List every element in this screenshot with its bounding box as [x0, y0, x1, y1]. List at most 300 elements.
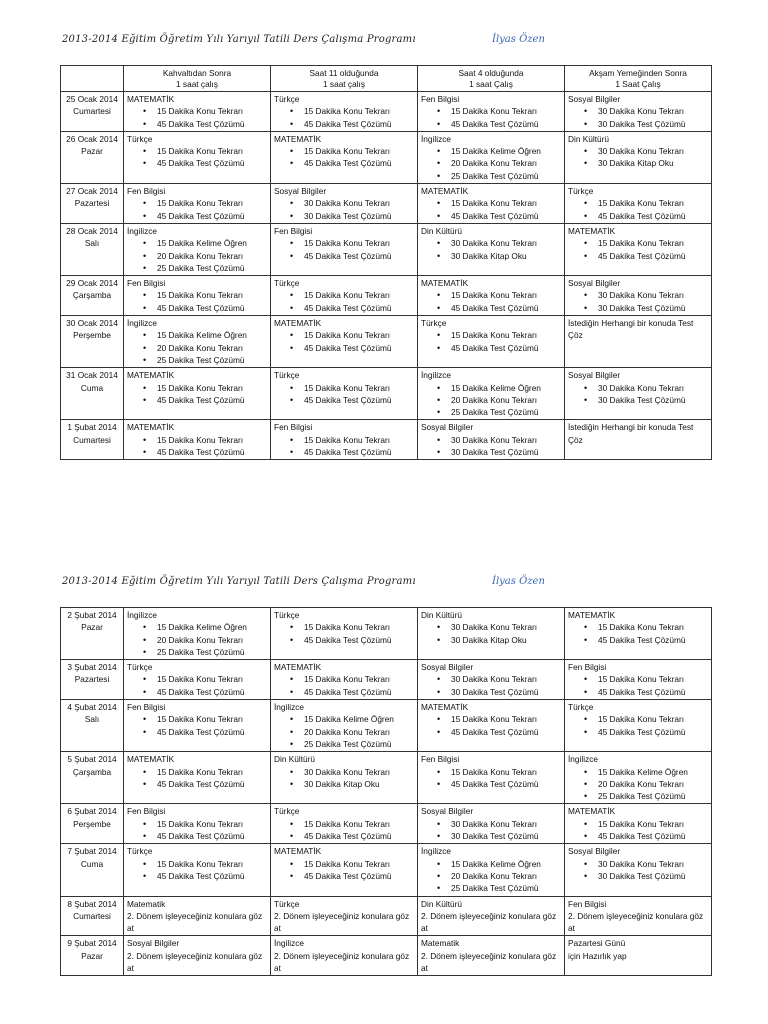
task-item: • 15 Dakika Konu Tekrarı [421, 766, 561, 778]
schedule-cell [565, 936, 712, 976]
note-text: için Hazırlık yap [568, 950, 627, 961]
task-list [568, 237, 708, 262]
task-item: • 30 Dakika Konu Tekrarı [568, 382, 708, 394]
task-item: • 15 Dakika Konu Tekrarı [274, 621, 414, 633]
schedule-cell [271, 223, 418, 275]
task-item: • 45 Dakika Test Çözümü [127, 778, 267, 790]
task-item: • 15 Dakika Konu Tekrarı [127, 713, 267, 725]
table-row [61, 92, 712, 132]
author-name: İlyas Özen [492, 576, 545, 587]
task-list [421, 766, 561, 791]
page-header-2 [62, 576, 712, 592]
task-item: • 30 Dakika Konu Tekrarı [421, 237, 561, 249]
task-list [127, 434, 267, 459]
table-row [61, 316, 712, 368]
task-item: • 45 Dakika Test Çözümü [127, 446, 267, 458]
task-item: • 15 Dakika Kelime Öğren [127, 621, 267, 633]
task-item: • 30 Dakika Konu Tekrarı [568, 105, 708, 117]
task-list [274, 858, 414, 883]
subject-label: Sosyal Bilgiler [568, 278, 621, 289]
task-item: • 20 Dakika Konu Tekrarı [127, 250, 267, 262]
day-cell: 2 Şubat 2014 Pazar [61, 608, 124, 660]
table-row [61, 700, 712, 752]
task-list [421, 289, 561, 314]
task-list [127, 766, 267, 791]
subject-label: Fen Bilgisi [127, 806, 166, 817]
task-item: • 15 Dakika Konu Tekrarı [421, 329, 561, 341]
subject-label: Sosyal Bilgiler [421, 422, 474, 433]
task-item: • 45 Dakika Test Çözümü [127, 686, 267, 698]
task-item: • 45 Dakika Test Çözümü [127, 118, 267, 130]
day-cell: 5 Şubat 2014 Çarşamba [61, 752, 124, 804]
schedule-cell [124, 752, 271, 804]
note-text: 2. Dönem işleyeceğiniz konulara göz at [274, 950, 410, 974]
subject-label: MATEMATİK [568, 225, 616, 236]
subject-label: Din Kültürü [421, 610, 463, 620]
subject-label: Türkçe [568, 186, 594, 197]
task-item: • 15 Dakika Konu Tekrarı [127, 673, 267, 685]
task-item: • 20 Dakika Konu Tekrarı [568, 778, 708, 790]
schedule-cell [418, 844, 565, 896]
note-text: 2. Dönem işleyeceğiniz konulara göz at [421, 950, 557, 974]
task-list [274, 145, 414, 170]
schedule-cell [565, 316, 712, 368]
subject-label: İngilizce [127, 225, 157, 236]
task-item: • 45 Dakika Test Çözümü [421, 210, 561, 222]
schedule-cell [124, 936, 271, 976]
task-item: • 45 Dakika Test Çözümü [274, 446, 414, 458]
schedule-cell [418, 276, 565, 316]
task-item: • 45 Dakika Test Çözümü [127, 870, 267, 882]
task-list [274, 197, 414, 222]
task-list [274, 673, 414, 698]
schedule-cell [271, 844, 418, 896]
schedule-cell [124, 660, 271, 700]
task-list [127, 145, 267, 170]
task-item: • 25 Dakika Test Çözümü [274, 738, 414, 750]
task-item: • 15 Dakika Konu Tekrarı [568, 818, 708, 830]
subject-label: MATEMATİK [568, 806, 616, 817]
schedule-cell [124, 700, 271, 752]
column-duration: 1 saat çalış [323, 78, 365, 89]
day-cell: 28 Ocak 2014 Salı [61, 223, 124, 275]
subject-label: Fen Bilgisi [421, 94, 460, 104]
task-item: • 15 Dakika Konu Tekrarı [127, 289, 267, 301]
subject-label: Türkçe [421, 318, 447, 329]
schedule-cell [271, 936, 418, 976]
task-list [421, 673, 561, 698]
subject-label: Sosyal Bilgiler [274, 186, 327, 197]
column-duration: 1 saat çalış [176, 78, 218, 89]
task-item: • 30 Dakika Kitap Oku [568, 157, 708, 169]
task-item: • 25 Dakika Test Çözümü [421, 406, 561, 418]
task-item: • 30 Dakika Test Çözümü [421, 686, 561, 698]
task-item: • 15 Dakika Kelime Öğren [568, 766, 708, 778]
task-item: • 15 Dakika Konu Tekrarı [274, 382, 414, 394]
document-title: 2013-2014 Eğitim Öğretim Yılı Yarıyıl Tatili Ders Çalışma Programı [62, 34, 416, 45]
task-list [568, 818, 708, 843]
subject-label: MATEMATİK [127, 754, 175, 765]
task-list [421, 713, 561, 738]
task-list [274, 237, 414, 262]
table-row [61, 752, 712, 804]
task-list [421, 818, 561, 843]
subject-label: Türkçe [127, 846, 153, 857]
schedule-cell [271, 276, 418, 316]
column-title: Saat 4 olduğunda [458, 68, 524, 78]
task-list [127, 382, 267, 407]
schedule-cell [418, 316, 565, 368]
day-cell: 31 Ocak 2014 Cuma [61, 368, 124, 420]
subject-label: Türkçe [127, 662, 153, 673]
column-title: Saat 11 olduğunda [309, 68, 379, 78]
task-item: • 15 Dakika Kelime Öğren [421, 145, 561, 157]
schedule-cell [418, 608, 565, 660]
schedule-cell [124, 184, 271, 224]
subject-label: Sosyal Bilgiler [127, 938, 180, 949]
schedule-cell [124, 804, 271, 844]
subject-label: İngilizce [421, 370, 451, 381]
task-item: • 30 Dakika Konu Tekrarı [568, 858, 708, 870]
day-cell: 4 Şubat 2014 Salı [61, 700, 124, 752]
schedule-cell [565, 896, 712, 936]
task-item: • 30 Dakika Konu Tekrarı [421, 434, 561, 446]
task-item: • 15 Dakika Konu Tekrarı [274, 105, 414, 117]
subject-label: Sosyal Bilgiler [421, 662, 474, 673]
subject-label: İngilizce [274, 938, 304, 949]
task-list [274, 382, 414, 407]
task-item: • 15 Dakika Kelime Öğren [421, 858, 561, 870]
schedule-cell [271, 131, 418, 183]
task-list [274, 713, 414, 750]
task-item: • 30 Dakika Test Çözümü [568, 394, 708, 406]
task-list [127, 858, 267, 883]
schedule-cell [271, 316, 418, 368]
subject-label: MATEMATİK [127, 422, 175, 433]
schedule-cell [565, 368, 712, 420]
table-row [61, 131, 712, 183]
task-item: • 45 Dakika Test Çözümü [127, 302, 267, 314]
table-row [61, 660, 712, 700]
schedule-cell [418, 896, 565, 936]
day-cell: 1 Şubat 2014 Cumartesi [61, 420, 124, 460]
schedule-cell [565, 804, 712, 844]
subject-label: Sosyal Bilgiler [421, 806, 474, 817]
task-list [274, 434, 414, 459]
schedule-cell [271, 804, 418, 844]
task-list [568, 145, 708, 170]
schedule-cell [565, 844, 712, 896]
subject-label: Din Kültürü [568, 133, 610, 144]
task-item: • 20 Dakika Konu Tekrarı [274, 726, 414, 738]
schedule-cell [418, 420, 565, 460]
subject-label: MATEMATİK [274, 133, 322, 144]
task-item: • 30 Dakika Test Çözümü [568, 870, 708, 882]
subject-label: Fen Bilgisi [568, 898, 607, 909]
task-item: • 45 Dakika Test Çözümü [568, 634, 708, 646]
day-cell: 3 Şubat 2014 Pazartesi [61, 660, 124, 700]
column-title: Kahvaltıdan Sonra [162, 68, 232, 78]
subject-label: Fen Bilgisi [274, 225, 313, 236]
task-item: • 25 Dakika Test Çözümü [127, 646, 267, 658]
task-item: • 15 Dakika Konu Tekrarı [274, 434, 414, 446]
day-cell: 6 Şubat 2014 Perşembe [61, 804, 124, 844]
table-row [61, 223, 712, 275]
task-item: • 45 Dakika Test Çözümü [274, 686, 414, 698]
task-item: • 15 Dakika Konu Tekrarı [421, 713, 561, 725]
task-item: • 45 Dakika Test Çözümü [274, 157, 414, 169]
task-item: • 15 Dakika Konu Tekrarı [127, 197, 267, 209]
document-title: 2013-2014 Eğitim Öğretim Yılı Yarıyıl Tatili Ders Çalışma Programı [62, 576, 416, 587]
task-item: • 45 Dakika Test Çözümü [274, 634, 414, 646]
task-item: • 30 Dakika Konu Tekrarı [421, 673, 561, 685]
task-item: • 30 Dakika Test Çözümü [421, 830, 561, 842]
task-item: • 15 Dakika Kelime Öğren [421, 382, 561, 394]
task-item: • 15 Dakika Kelime Öğren [127, 329, 267, 341]
subject-label: Pazartesi Günü [568, 938, 626, 949]
task-item: • 30 Dakika Kitap Oku [421, 634, 561, 646]
subject-label: İngilizce [127, 610, 157, 620]
task-item: • 30 Dakika Test Çözümü [568, 302, 708, 314]
schedule-cell [565, 420, 712, 460]
task-list [421, 197, 561, 222]
task-item: • 15 Dakika Konu Tekrarı [421, 105, 561, 117]
subject-label: İngilizce [568, 754, 598, 765]
schedule-cell [418, 131, 565, 183]
subject-label: Din Kültürü [274, 754, 316, 765]
subject-label: Türkçe [274, 278, 300, 289]
schedule-cell [565, 660, 712, 700]
task-list [421, 145, 561, 182]
task-item: • 45 Dakika Test Çözümü [421, 778, 561, 790]
schedule-cell [124, 608, 271, 660]
task-list [568, 766, 708, 803]
subject-label: MATEMATİK [568, 610, 616, 620]
schedule-cell [124, 368, 271, 420]
task-list [421, 237, 561, 262]
schedule-cell [124, 92, 271, 132]
subject-label: Matematik [127, 898, 166, 909]
subject-label: MATEMATİK [274, 846, 322, 857]
table-row [61, 184, 712, 224]
day-cell: 26 Ocak 2014 Pazar [61, 131, 124, 183]
note-text: İstediğin Herhangi bir konuda Test Çöz [568, 318, 694, 341]
task-item: • 15 Dakika Kelime Öğren [127, 237, 267, 249]
page-header-1 [62, 34, 712, 50]
task-list [568, 289, 708, 314]
schedule-cell [418, 804, 565, 844]
schedule-cell [271, 420, 418, 460]
task-list [568, 382, 708, 407]
task-item: • 15 Dakika Konu Tekrarı [127, 382, 267, 394]
task-item: • 15 Dakika Konu Tekrarı [568, 621, 708, 633]
task-item: • 15 Dakika Konu Tekrarı [127, 105, 267, 117]
task-item: • 30 Dakika Konu Tekrarı [274, 197, 414, 209]
task-item: • 45 Dakika Test Çözümü [127, 830, 267, 842]
author-name: İlyas Özen [492, 34, 545, 45]
note-text: 2. Dönem işleyeceğiniz konulara göz at [274, 910, 410, 934]
task-item: • 15 Dakika Konu Tekrarı [421, 197, 561, 209]
task-item: • 45 Dakika Test Çözümü [568, 686, 708, 698]
schedule-cell [565, 276, 712, 316]
task-item: • 30 Dakika Kitap Oku [274, 778, 414, 790]
task-list [274, 621, 414, 646]
schedule-cell [418, 936, 565, 976]
schedule-cell [565, 184, 712, 224]
table-row [61, 844, 712, 896]
subject-label: Matematik [421, 938, 460, 949]
schedule-cell [418, 752, 565, 804]
schedule-cell [271, 896, 418, 936]
schedule-cell [418, 368, 565, 420]
task-item: • 45 Dakika Test Çözümü [568, 726, 708, 738]
task-list [274, 329, 414, 354]
subject-label: Türkçe [127, 133, 153, 144]
schedule-cell [124, 131, 271, 183]
task-item: • 30 Dakika Konu Tekrarı [568, 145, 708, 157]
schedule-cell [418, 92, 565, 132]
subject-label: İngilizce [274, 702, 304, 713]
schedule-cell [565, 752, 712, 804]
table-row [61, 368, 712, 420]
task-list [274, 105, 414, 130]
task-item: • 45 Dakika Test Çözümü [421, 726, 561, 738]
task-item: • 15 Dakika Konu Tekrarı [274, 818, 414, 830]
task-item: • 25 Dakika Test Çözümü [127, 262, 267, 274]
subject-label: Sosyal Bilgiler [568, 370, 621, 381]
schedule-cell [124, 420, 271, 460]
schedule-cell [565, 700, 712, 752]
table-row [61, 276, 712, 316]
schedule-cell [418, 700, 565, 752]
note-text: İstediğin Herhangi bir konuda Test Çöz [568, 422, 694, 445]
schedule-cell [124, 316, 271, 368]
task-item: • 45 Dakika Test Çözümü [274, 870, 414, 882]
task-item: • 20 Dakika Konu Tekrarı [421, 157, 561, 169]
task-list [421, 329, 561, 354]
column-duration: 1 saat Çalış [469, 78, 513, 89]
task-list [127, 329, 267, 366]
task-list [421, 382, 561, 419]
task-item: • 25 Dakika Test Çözümü [421, 170, 561, 182]
task-list [127, 237, 267, 274]
task-list [421, 621, 561, 646]
subject-label: Fen Bilgisi [127, 186, 166, 197]
task-item: • 15 Dakika Konu Tekrarı [568, 237, 708, 249]
note-text: 2. Dönem işleyeceğiniz konulara göz at [127, 910, 263, 934]
schedule-cell [124, 896, 271, 936]
task-item: • 15 Dakika Konu Tekrarı [274, 145, 414, 157]
task-item: • 30 Dakika Test Çözümü [421, 446, 561, 458]
task-item: • 45 Dakika Test Çözümü [568, 210, 708, 222]
column-title: Akşam Yemeğinden Sonra [589, 68, 687, 78]
task-item: • 25 Dakika Test Çözümü [127, 354, 267, 366]
task-item: • 20 Dakika Konu Tekrarı [127, 634, 267, 646]
subject-label: Türkçe [274, 806, 300, 817]
subject-label: MATEMATİK [127, 370, 175, 381]
task-list [127, 289, 267, 314]
note-text: 2. Dönem işleyeceğiniz konulara göz at [568, 910, 704, 934]
task-item: • 45 Dakika Test Çözümü [127, 157, 267, 169]
subject-label: MATEMATİK [127, 94, 175, 104]
task-item: • 30 Dakika Test Çözümü [568, 118, 708, 130]
subject-label: Fen Bilgisi [127, 702, 166, 713]
task-item: • 45 Dakika Test Çözümü [421, 342, 561, 354]
task-list [568, 197, 708, 222]
subject-label: Fen Bilgisi [421, 754, 460, 765]
task-list [274, 766, 414, 791]
schedule-cell [124, 844, 271, 896]
task-item: • 45 Dakika Test Çözümü [274, 342, 414, 354]
task-item: • 20 Dakika Konu Tekrarı [421, 870, 561, 882]
task-item: • 45 Dakika Test Çözümü [127, 394, 267, 406]
task-list [127, 105, 267, 130]
subject-label: Türkçe [568, 702, 594, 713]
task-item: • 15 Dakika Konu Tekrarı [127, 766, 267, 778]
task-item: • 30 Dakika Konu Tekrarı [421, 621, 561, 633]
task-item: • 30 Dakika Konu Tekrarı [274, 766, 414, 778]
subject-label: Fen Bilgisi [274, 422, 313, 433]
task-item: • 45 Dakika Test Çözümü [421, 302, 561, 314]
schedule-cell [124, 276, 271, 316]
task-item: • 45 Dakika Test Çözümü [127, 210, 267, 222]
subject-label: Din Kültürü [421, 898, 463, 909]
task-item: • 15 Dakika Konu Tekrarı [568, 713, 708, 725]
task-item: • 15 Dakika Konu Tekrarı [568, 197, 708, 209]
table-row [61, 804, 712, 844]
schedule-cell [565, 131, 712, 183]
subject-label: MATEMATİK [274, 318, 322, 329]
schedule-table-2 [60, 607, 712, 976]
task-list [421, 858, 561, 895]
task-item: • 15 Dakika Konu Tekrarı [274, 673, 414, 685]
task-list [127, 197, 267, 222]
task-item: • 30 Dakika Kitap Oku [421, 250, 561, 262]
day-cell: 29 Ocak 2014 Çarşamba [61, 276, 124, 316]
schedule-body-2 [61, 608, 712, 976]
day-cell: 7 Şubat 2014 Cuma [61, 844, 124, 896]
schedule-cell [565, 92, 712, 132]
subject-label: MATEMATİK [421, 702, 469, 713]
schedule-cell [271, 92, 418, 132]
day-cell: 9 Şubat 2014 Pazar [61, 936, 124, 976]
task-item: • 30 Dakika Konu Tekrarı [568, 289, 708, 301]
task-item: • 30 Dakika Konu Tekrarı [421, 818, 561, 830]
schedule-cell [271, 184, 418, 224]
task-item: • 15 Dakika Kelime Öğren [274, 713, 414, 725]
task-item: • 30 Dakika Test Çözümü [274, 210, 414, 222]
schedule-cell [418, 660, 565, 700]
corner-cell [61, 66, 124, 92]
schedule-cell [271, 700, 418, 752]
task-item: • 15 Dakika Konu Tekrarı [421, 289, 561, 301]
schedule-cell [271, 660, 418, 700]
task-item: • 45 Dakika Test Çözümü [568, 250, 708, 262]
subject-label: Türkçe [274, 898, 300, 909]
task-list [421, 105, 561, 130]
task-item: • 25 Dakika Test Çözümü [421, 882, 561, 894]
subject-label: Türkçe [274, 94, 300, 104]
schedule-body-1 [61, 92, 712, 460]
subject-label: İngilizce [127, 318, 157, 329]
subject-label: İngilizce [421, 846, 451, 857]
task-list [568, 621, 708, 646]
subject-label: MATEMATİK [421, 186, 469, 197]
task-item: • 45 Dakika Test Çözümü [274, 394, 414, 406]
table-row [61, 936, 712, 976]
table-row [61, 896, 712, 936]
schedule-cell [565, 223, 712, 275]
